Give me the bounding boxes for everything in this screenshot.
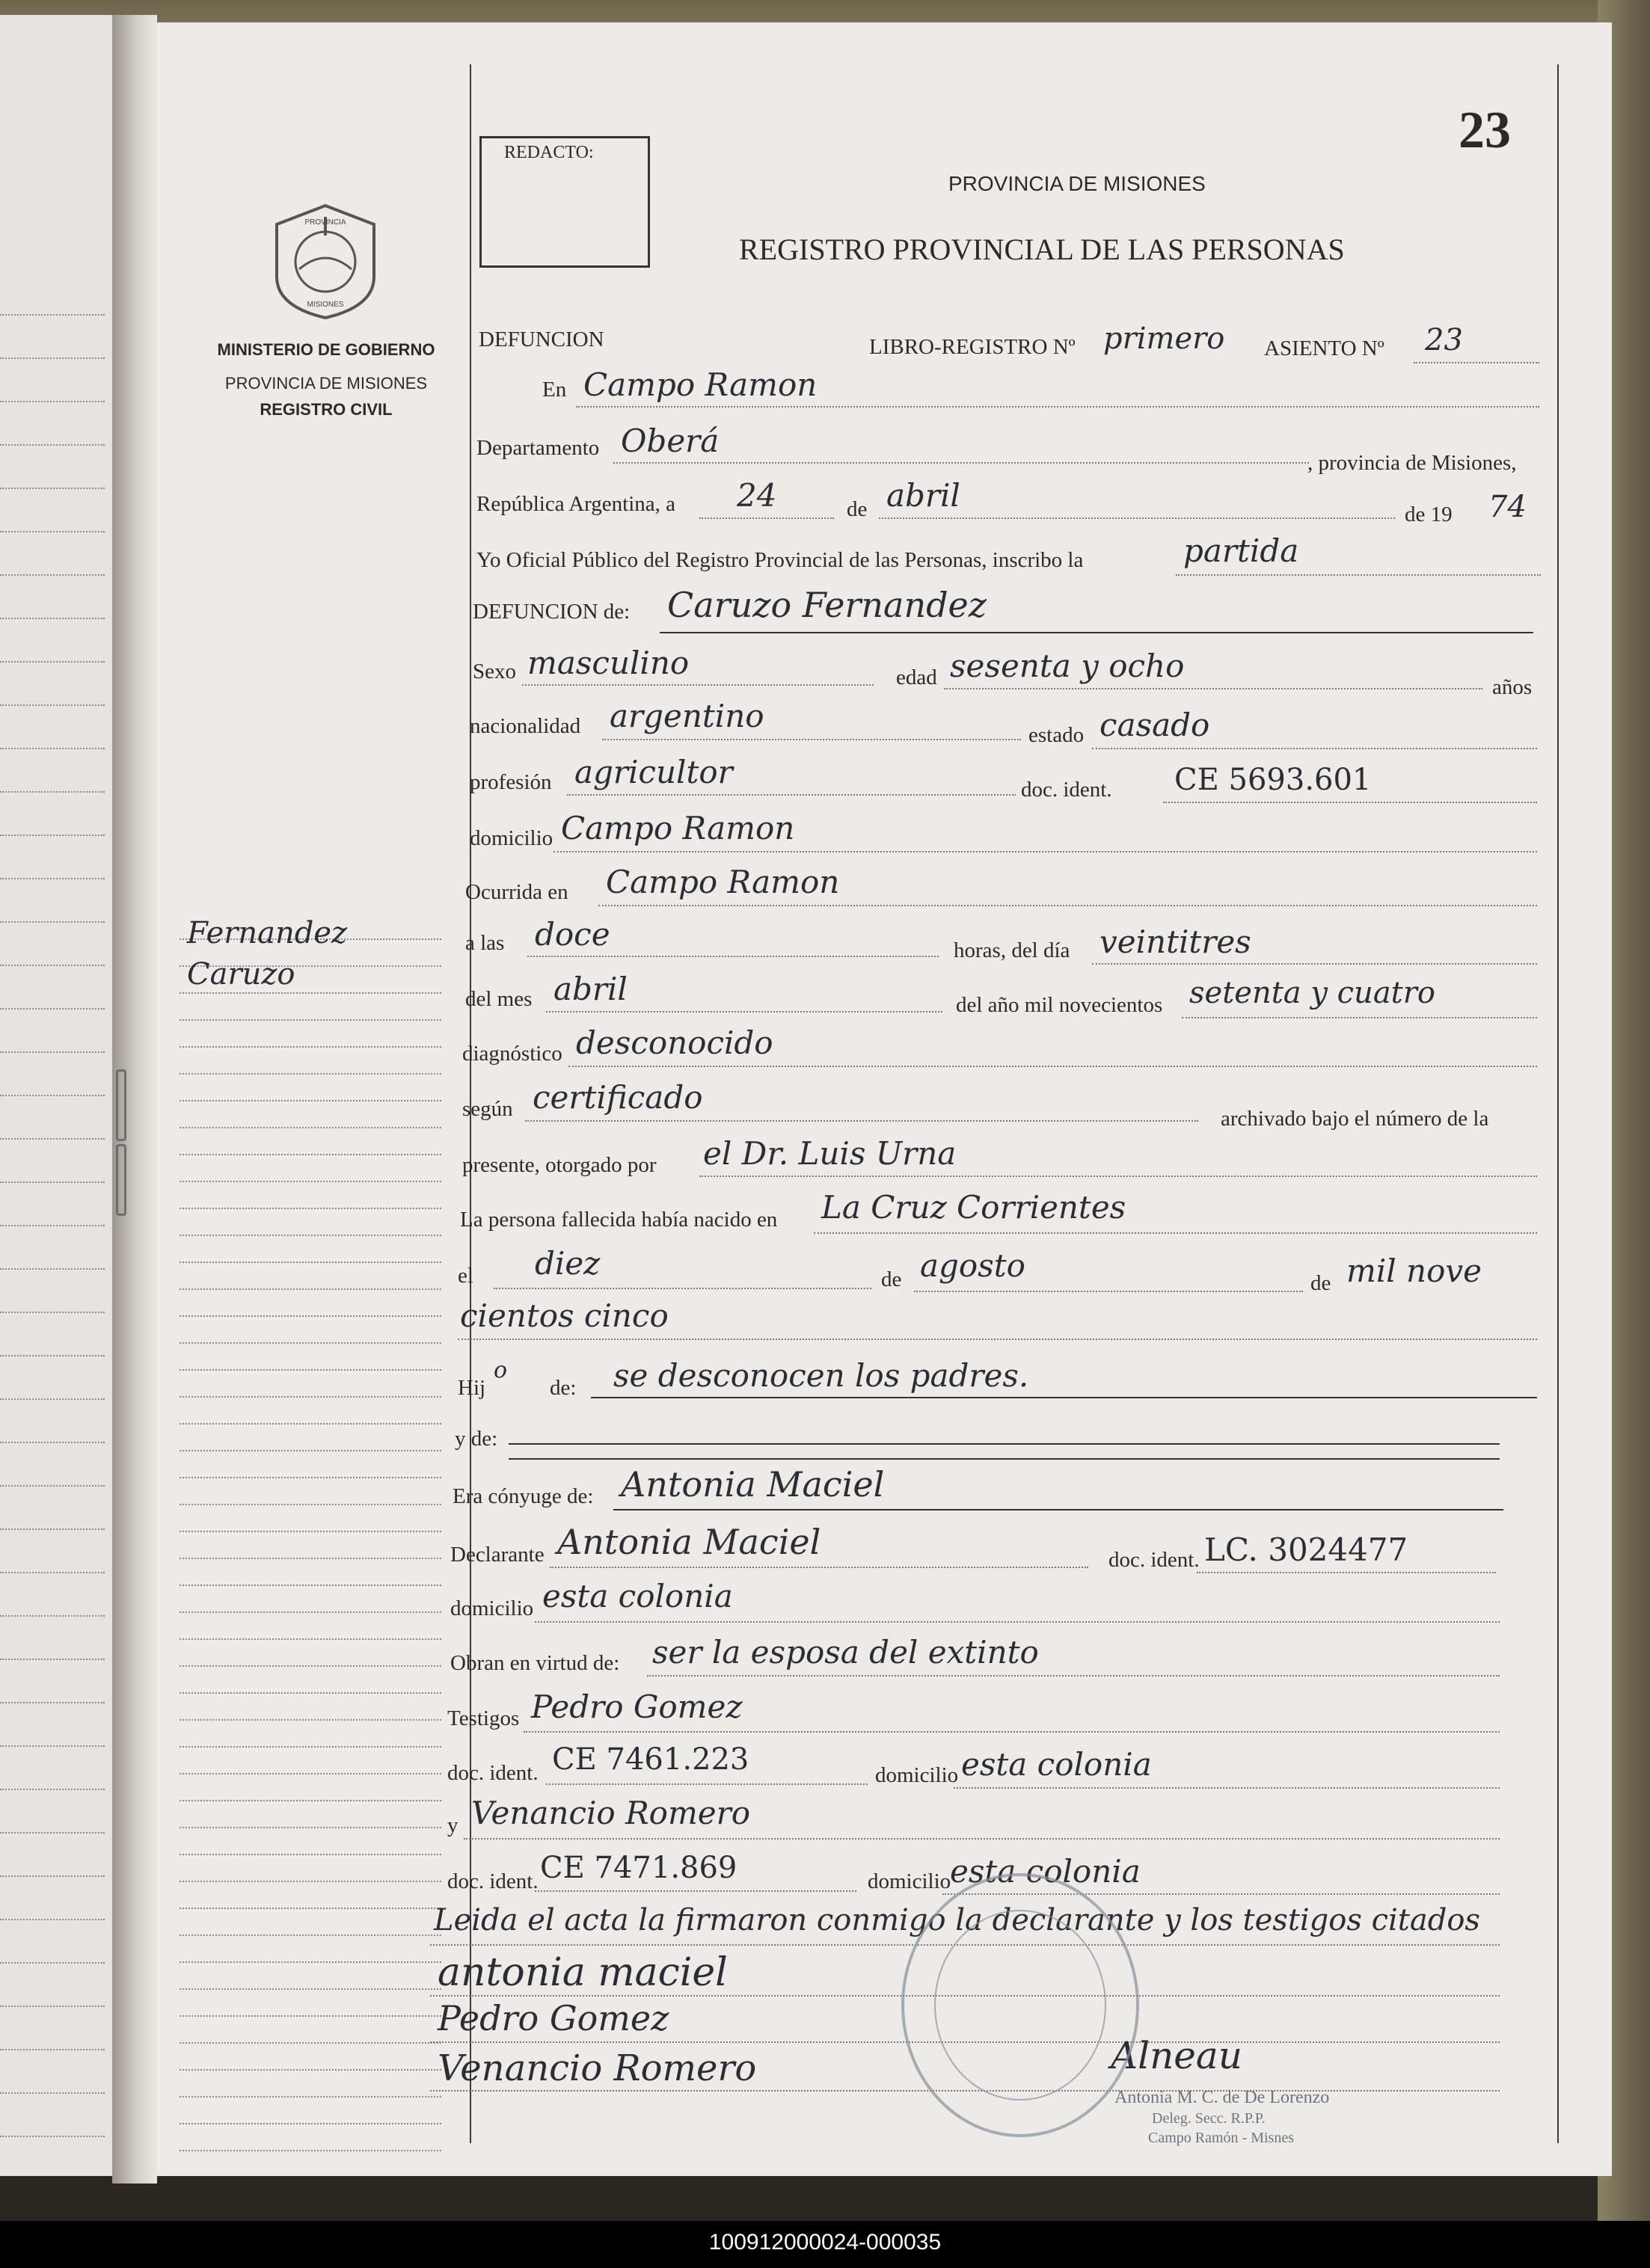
anio-suffix: 74 <box>1488 490 1527 524</box>
left-page-rule <box>0 1225 105 1226</box>
left-page-rule <box>0 1615 105 1617</box>
del-anio-label: del año mil novecientos <box>956 993 1163 1017</box>
left-page-rule <box>0 1919 105 1920</box>
libro-label: LIBRO-REGISTRO Nº <box>869 335 1076 359</box>
y-label: y <box>447 1813 458 1837</box>
margin-rule <box>180 1181 441 1182</box>
ocurrida-value: Campo Ramon <box>606 864 840 900</box>
presente-label: presente, otorgado por <box>462 1153 657 1177</box>
departamento-line <box>613 462 1309 464</box>
closing-text: Leida el acta la firmaron conmigo la declarante y los testigos citados <box>434 1903 1480 1937</box>
margin-rule <box>180 1961 441 1963</box>
left-page-rule <box>0 1355 105 1356</box>
form-type: DEFUNCION <box>479 328 604 351</box>
hijo-de-label: de: <box>550 1376 577 1400</box>
profesion-label: profesión <box>470 770 552 794</box>
del-anio-line <box>1182 1017 1537 1018</box>
testigo1-doc-line <box>546 1783 868 1785</box>
margin-rule <box>180 1261 441 1263</box>
testigo2-doc-label: doc. ident. <box>447 1869 539 1893</box>
margin-rule <box>180 1988 441 1990</box>
de-mes-label: de <box>881 1267 902 1291</box>
page-number: 23 <box>1459 102 1511 159</box>
ministry-line1: MINISTERIO DE GOBIERNO <box>217 340 435 359</box>
provincia-suffix: , provincia de Misiones, <box>1307 451 1517 475</box>
en-line <box>576 406 1539 408</box>
segun-value: certificado <box>533 1079 703 1116</box>
sexo-value: masculino <box>527 645 690 681</box>
declarante-value: Antonia Maciel <box>557 1522 821 1562</box>
nacido-line <box>814 1232 1537 1234</box>
testigo1-dom-line <box>954 1787 1500 1789</box>
horas-label: horas, del día <box>954 938 1070 962</box>
left-page-rule <box>0 2049 105 2050</box>
left-page-rule <box>0 444 105 446</box>
mes-value: abril <box>886 477 960 514</box>
left-page-rule <box>0 2136 105 2137</box>
a-las-value: doce <box>535 916 610 953</box>
margin-rule <box>180 2150 441 2151</box>
margin-rule <box>180 1396 441 1398</box>
left-page-rule <box>0 1442 105 1443</box>
presente-value: el Dr. Luis Urna <box>703 1135 957 1172</box>
libro-value: primero <box>1103 322 1225 356</box>
doc-line <box>1163 802 1537 803</box>
mes-line <box>879 517 1395 519</box>
testigo1-dom-label: domicilio <box>875 1763 959 1787</box>
obran-value: ser la esposa del extinto <box>652 1634 1039 1671</box>
declarante-doc-value: LC. 3024477 <box>1204 1531 1408 1568</box>
margin-rule <box>180 1208 441 1209</box>
left-page-rule <box>0 835 105 836</box>
profesion-value: agricultor <box>574 754 733 790</box>
nacionalidad-value: argentino <box>610 698 764 734</box>
del-mes-value: abril <box>553 971 628 1007</box>
declarante-domicilio-value: esta colonia <box>542 1578 733 1614</box>
footer-bar <box>0 2221 1650 2268</box>
footer-id: 100912000024-000035 <box>708 2230 942 2255</box>
left-page-rule <box>0 357 105 359</box>
provincial-seal-icon <box>269 202 381 322</box>
testigo2-doc-line <box>535 1890 856 1892</box>
seal-text-top: PROVINCIA <box>304 218 346 227</box>
signature-testigo1: Pedro Gomez <box>438 1998 669 2038</box>
horas-value: veintitres <box>1100 924 1251 960</box>
obran-line <box>647 1675 1500 1677</box>
testigo1-doc: CE 7461.223 <box>552 1742 749 1777</box>
diagnostico-value: desconocido <box>576 1024 773 1061</box>
y-de-label: y de: <box>455 1427 498 1451</box>
binding-stitch <box>116 1069 126 1141</box>
ministry-line2: PROVINCIA DE MISIONES <box>224 374 428 393</box>
left-page-rule <box>0 878 105 879</box>
left-page-rule <box>0 661 105 663</box>
margin-rule <box>180 1827 441 1828</box>
margin-rule <box>180 1585 441 1586</box>
margin-rule <box>180 992 441 994</box>
margin-rule <box>180 1934 441 1936</box>
header-province: PROVINCIA DE MISIONES <box>948 172 1206 195</box>
en-value: Campo Ramon <box>583 366 818 403</box>
asiento-line <box>1414 362 1539 363</box>
margin-rule <box>180 2015 441 2017</box>
registry-round-stamp <box>901 1873 1139 2137</box>
segun-label: según <box>462 1097 513 1121</box>
official-stamp-line3: Campo Ramón - Misnes <box>1148 2130 1294 2146</box>
left-page-rule <box>0 2092 105 2094</box>
obran-label: Obran en virtud de: <box>450 1651 620 1675</box>
left-page-rule <box>0 1268 105 1270</box>
testigo2-dom: esta colonia <box>950 1853 1141 1890</box>
redacto-box <box>479 136 650 268</box>
defuncion-de-label: DEFUNCION de: <box>473 600 631 624</box>
de-mes-line <box>914 1291 1303 1292</box>
margin-rule <box>180 1154 441 1155</box>
left-page-rule <box>0 1398 105 1400</box>
sexo-line <box>522 684 874 686</box>
estado-label: estado <box>1028 723 1085 747</box>
del-mes-label: del mes <box>465 987 533 1011</box>
margin-rule <box>180 1638 441 1640</box>
margin-rule <box>180 1773 441 1774</box>
margin-rule <box>180 2042 441 2044</box>
departamento-label: Departamento <box>476 436 600 460</box>
declarante-line <box>550 1567 1088 1568</box>
diagnostico-label: diagnóstico <box>462 1042 562 1066</box>
nacionalidad-label: nacionalidad <box>470 714 581 738</box>
testigo1-dom: esta colonia <box>961 1746 1152 1783</box>
hijo-line <box>591 1397 1537 1398</box>
dia-line <box>699 517 834 519</box>
margin-rule <box>180 1127 441 1128</box>
margin-rule <box>180 1315 441 1317</box>
nombre-line <box>660 632 1533 633</box>
nacionalidad-line <box>602 739 1021 740</box>
left-page-rule <box>0 1528 105 1530</box>
hijo-suffix: o <box>494 1357 508 1383</box>
y-de-line <box>509 1443 1500 1445</box>
testigo2-name: Venancio Romero <box>471 1795 751 1831</box>
margin-rule <box>180 1477 441 1478</box>
signature-declarante: antonia maciel <box>438 1950 728 1995</box>
sexo-label: Sexo <box>473 660 516 683</box>
margin-rule <box>180 1800 441 1801</box>
left-page-rule <box>0 1702 105 1703</box>
edad-line <box>944 688 1482 689</box>
left-page-rule <box>0 1789 105 1790</box>
declarante-label: Declarante <box>450 1543 545 1567</box>
margin-rule <box>180 1908 441 1909</box>
hijo-value: se desconocen los padres. <box>613 1357 1029 1394</box>
left-page-rule <box>0 531 105 532</box>
en-label: En <box>542 378 567 402</box>
profesion-line <box>567 794 1016 796</box>
left-page-rule <box>0 704 105 706</box>
left-page-rule <box>0 488 105 489</box>
edad-value: sesenta y ocho <box>950 648 1185 684</box>
ocurrida-line <box>598 905 1537 906</box>
left-page-rule <box>0 1485 105 1487</box>
dia-value: 24 <box>737 477 777 514</box>
margin-rule <box>180 2123 441 2124</box>
margin-note-surname: Fernandez <box>187 916 348 950</box>
ministry-line3: REGISTRO CIVIL <box>260 400 393 419</box>
estado-line <box>1092 748 1537 749</box>
margin-rule <box>180 1719 441 1721</box>
margin-rule <box>180 1073 441 1075</box>
margin-rule <box>180 1854 441 1855</box>
margin-rule <box>180 1235 441 1236</box>
margin-rule <box>180 1504 441 1505</box>
left-page-edge <box>0 15 120 2176</box>
de-label: de <box>847 497 868 521</box>
nacido-label: La persona fallecida había nacido en <box>460 1208 778 1232</box>
testigo2-line <box>464 1838 1500 1840</box>
declarante-domicilio-line <box>535 1621 1500 1623</box>
del-mes-line <box>546 1011 942 1012</box>
del-anio-value: setenta y cuatro <box>1189 976 1435 1010</box>
left-page-rule <box>0 314 105 316</box>
signature-official: Alneau <box>1111 2034 1242 2077</box>
margin-rule <box>180 1450 441 1451</box>
diagnostico-line <box>568 1066 1537 1067</box>
left-page-rule <box>0 748 105 749</box>
oficial-text: Yo Oficial Público del Registro Provincial de las Personas, inscribo la <box>476 548 1084 572</box>
margin-rule <box>180 1692 441 1694</box>
ocurrida-label: Ocurrida en <box>465 880 568 904</box>
anio-prefix: de 19 <box>1405 503 1453 526</box>
margin-rule <box>180 1423 441 1425</box>
de-anio-line <box>458 1339 1537 1340</box>
estado-value: casado <box>1100 707 1210 743</box>
official-stamp-line2: Deleg. Secc. R.P.P. <box>1152 2110 1266 2127</box>
signature-testigo2: Venancio Romero <box>438 2047 757 2089</box>
declarante-domicilio-label: domicilio <box>450 1596 534 1620</box>
header-registry: REGISTRO PROVINCIAL DE LAS PERSONAS <box>739 233 1345 266</box>
presente-line <box>699 1176 1537 1177</box>
binding-stitch <box>116 1144 126 1216</box>
edad-label: edad <box>896 666 937 689</box>
left-page-rule <box>0 965 105 966</box>
left-page-rule <box>0 1832 105 1834</box>
horas-line <box>1092 963 1537 965</box>
doc-label: doc. ident. <box>1021 778 1112 802</box>
testigos-label: Testigos <box>447 1706 520 1730</box>
declarante-doc-label: doc. ident. <box>1108 1548 1200 1572</box>
left-page-rule <box>0 1572 105 1573</box>
left-page-rule <box>0 1312 105 1313</box>
official-stamp-name: Antonia M. C. de De Lorenzo <box>1114 2088 1330 2107</box>
margin-rule <box>180 1342 441 1344</box>
archivado-label: archivado bajo el número de la <box>1221 1107 1489 1131</box>
margin-rule <box>180 1531 441 1532</box>
nacido-value: La Cruz Corrientes <box>821 1189 1126 1226</box>
left-page-rule <box>0 618 105 619</box>
left-page-rule <box>0 1181 105 1183</box>
testigo2-doc: CE 7471.869 <box>540 1851 737 1885</box>
testigo1-name: Pedro Gomez <box>531 1688 743 1725</box>
domicilio-label: domicilio <box>470 826 553 850</box>
el-line <box>494 1288 871 1289</box>
el-value: diez <box>535 1245 601 1282</box>
margin-rule <box>180 1046 441 1048</box>
left-page-rule <box>0 1051 105 1053</box>
testigo1-line <box>524 1731 1500 1733</box>
el-label: el <box>458 1264 473 1288</box>
left-page-rule <box>0 1659 105 1660</box>
margin-rule <box>180 1019 441 1021</box>
departamento-value: Oberá <box>621 422 720 459</box>
testigo1-doc-label: doc. ident. <box>447 1761 539 1785</box>
anios-label: años <box>1492 675 1533 699</box>
domicilio-value: Campo Ramon <box>561 810 795 846</box>
y-de-line-2 <box>509 1458 1500 1460</box>
margin-rule <box>180 2096 441 2098</box>
margin-rule <box>180 1611 441 1613</box>
margin-rule <box>180 2069 441 2071</box>
left-page-rule <box>0 1008 105 1009</box>
margin-rule <box>180 1665 441 1667</box>
republica-label: República Argentina, a <box>476 492 676 516</box>
margin-rule <box>180 1558 441 1559</box>
left-page-rule <box>0 791 105 793</box>
left-page-rule <box>0 1095 105 1096</box>
margin-rule <box>180 1100 441 1101</box>
de-anio-label: de <box>1310 1271 1331 1295</box>
de-anio-value-cont: cientos cinco <box>460 1297 669 1334</box>
hijo-label: Hij <box>458 1376 486 1400</box>
seal-text-bottom: MISIONES <box>307 301 344 309</box>
testigo2-dom-label: domicilio <box>868 1869 951 1893</box>
redacto-label: REDACTO: <box>504 143 594 162</box>
de-mes-value: agosto <box>920 1247 1025 1284</box>
partida-value: partida <box>1183 532 1299 569</box>
domicilio-line <box>553 851 1537 852</box>
nombre-value: Caruzo Fernandez <box>667 585 987 625</box>
conyuge-value: Antonia Maciel <box>621 1464 885 1505</box>
left-page-rule <box>0 1745 105 1747</box>
conyuge-line <box>613 1509 1503 1511</box>
de-anio-value: mil nove <box>1346 1253 1482 1289</box>
conyuge-label: Era cónyuge de: <box>453 1484 594 1508</box>
asiento-label: ASIENTO Nº <box>1264 336 1384 360</box>
partida-line <box>1176 574 1541 576</box>
left-page-rule <box>0 1962 105 1964</box>
a-las-line <box>527 956 939 957</box>
doc-value: CE 5693.601 <box>1174 763 1372 797</box>
margin-rule <box>180 1881 441 1882</box>
left-page-rule <box>0 401 105 402</box>
margin-note-name: Caruzo <box>187 957 295 992</box>
left-page-rule <box>0 2006 105 2007</box>
left-page-rule <box>0 921 105 923</box>
declarante-doc-line <box>1197 1572 1496 1573</box>
left-page-rule <box>0 1138 105 1140</box>
a-las-label: a las <box>465 931 505 955</box>
left-page-rule <box>0 574 105 576</box>
margin-rule <box>180 1746 441 1748</box>
left-page-rule <box>0 1875 105 1877</box>
asiento-value: 23 <box>1425 323 1463 357</box>
margin-rule <box>180 1369 441 1371</box>
margin-rule <box>180 1288 441 1290</box>
segun-line <box>525 1120 1198 1122</box>
